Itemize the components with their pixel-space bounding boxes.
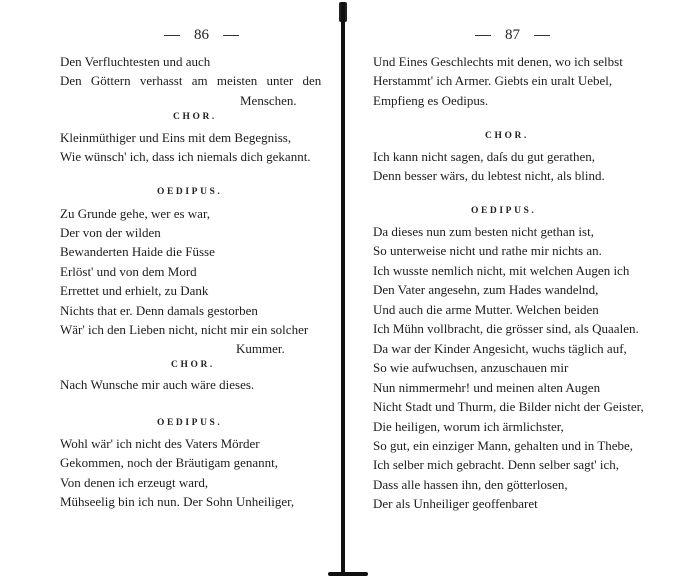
text-line: Bewanderten Haide die Füsse [60, 244, 215, 259]
book-spine-foot [328, 572, 368, 576]
speaker-heading: OEDIPUS. [471, 206, 537, 216]
text-line: Und auch die arme Mutter. Welchen beiden [373, 302, 599, 317]
speaker-heading: OEDIPUS. [157, 418, 223, 428]
text-line: Die heiligen, worum ich ärmlichster, [373, 419, 564, 434]
text-line: Herstammt' ich Armer. Giebts ein uralt Uebel, [373, 73, 613, 88]
page-number: 86 [194, 27, 209, 43]
text-line-content: Den Göttern verhasst am meisten unter den [60, 73, 322, 88]
text-line: Der von der wilden [60, 225, 161, 240]
text-line: Erlöst' und von dem Mord [60, 264, 197, 279]
text-line: Ich Mühn vollbracht, die grösser sind, als Quaalen. [373, 321, 639, 336]
text-line: Wie wünsch' ich, dass ich niemals dich gekannt. [60, 149, 311, 164]
dash-ornament [475, 35, 491, 37]
text-line: Denn besser wärs, du lebtest nicht, als blind. [373, 168, 605, 183]
text-line: Ich wusste nemlich nicht, mit welchen Augen ich [373, 263, 630, 278]
text-line: So unterweise nicht und rathe mir nichts an. [373, 243, 602, 258]
text-line: Kleinmüthiger und Eins mit dem Begegniss, [60, 130, 292, 145]
text-line: Den Vater angesehn, zum Hades wandelnd, [373, 282, 599, 297]
text-line: Errettet und erhielt, zu Dank [60, 283, 209, 298]
text-line: So gut, ein einziger Mann, gehalten und in Thebe, [373, 438, 634, 453]
text-line: Gekommen, noch der Bräutigam genannt, [60, 455, 279, 470]
text-line: Ich selber mich gebracht. Denn selber sagt' ich, [373, 457, 619, 472]
text-line: Menschen. [240, 93, 297, 108]
text-line: Ich kann nicht sagen, daſs du gut gerathen, [373, 149, 596, 164]
text-line: Empfieng es Oedipus. [373, 93, 489, 108]
text-line: Von denen ich erzeugt ward, [60, 475, 209, 490]
text-line: Der als Unheiliger geoffenbaret [373, 496, 538, 511]
text-line: Zu Grunde gehe, wer es war, [60, 206, 211, 221]
text-line [60, 73, 330, 89]
page-number-header [150, 26, 253, 44]
speaker-heading: CHOR. [485, 131, 529, 141]
text-line: Da war der Kinder Angesicht, wuchs täglich auf, [373, 341, 627, 356]
text-line: Da dieses nun zum besten nicht gethan ist, [373, 224, 594, 239]
text-line: Nun nimmermehr! und meinen alten Augen [373, 380, 601, 395]
dash-ornament [534, 35, 550, 37]
book-spine [341, 2, 345, 574]
page-number: 87 [505, 27, 520, 43]
text-line: So wie aufwuchsen, anzuschauen mir [373, 360, 569, 375]
text-line: Nicht Stadt und Thurm, die Bilder nicht der Geister, [373, 399, 644, 414]
page-number-header [461, 26, 564, 44]
text-line: Dass alle hassen ihn, den götterlosen, [373, 477, 568, 492]
text-line: Nichts that er. Denn damals gestorben [60, 303, 258, 318]
text-line: Kummer. [236, 341, 285, 356]
text-line: Wohl wär' ich nicht des Vaters Mörder [60, 436, 260, 451]
dash-ornament [164, 35, 180, 37]
text-line: Mühseelig bin ich nun. Der Sohn Unheiliger, [60, 494, 295, 509]
speaker-heading: CHOR. [173, 112, 217, 122]
text-line: Wär' ich den Lieben nicht, nicht mir ein solcher [60, 322, 309, 337]
speaker-heading: OEDIPUS. [157, 187, 223, 197]
text-line: Den Verfluchtesten und auch [60, 54, 211, 69]
text-line: Nach Wunsche mir auch wäre dieses. [60, 377, 255, 392]
dash-ornament [223, 35, 239, 37]
text-line: Und Eines Geschlechts mit denen, wo ich selbst [373, 54, 623, 69]
speaker-heading: CHOR. [171, 360, 215, 370]
